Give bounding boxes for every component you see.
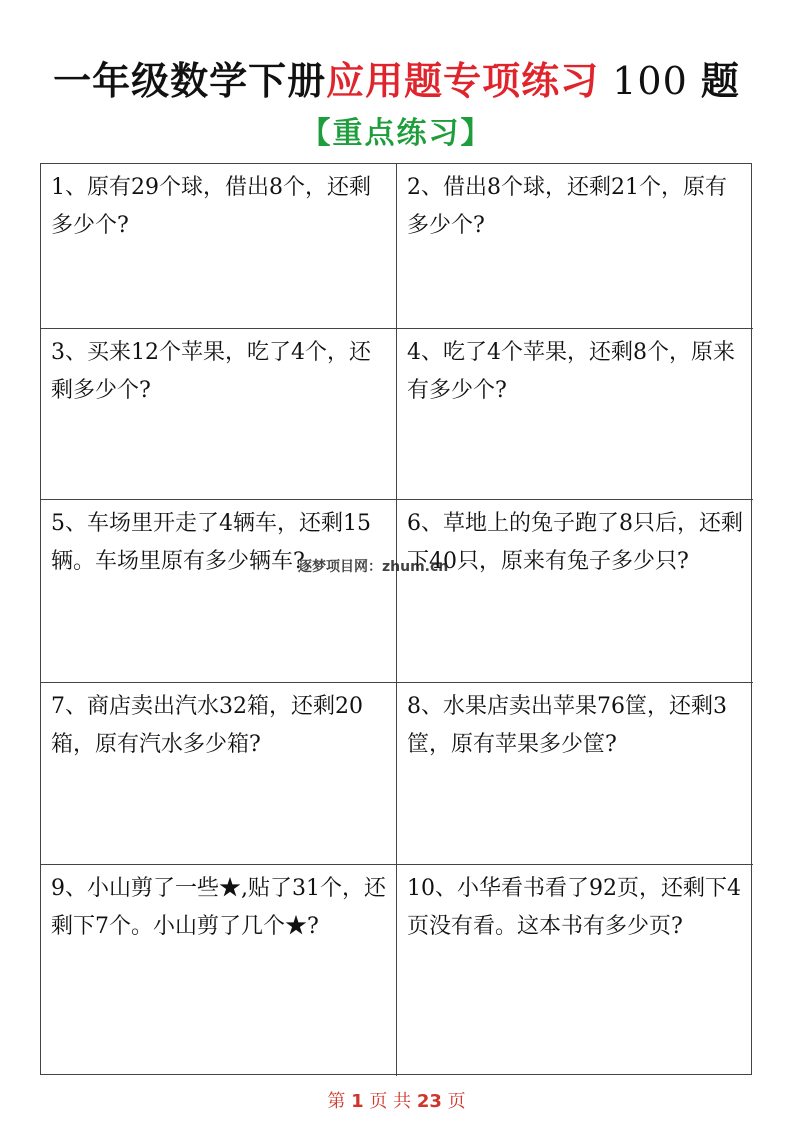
page-footer: [0, 1087, 793, 1113]
problem-cell: 4、吃了4个苹果，还剩8个，原来有多少个?: [397, 329, 753, 500]
problem-cell: 5、车场里开走了4辆车，还剩15辆。车场里原有多少辆车?: [41, 500, 397, 683]
problem-grid: [40, 163, 752, 1075]
problem-cell: 10、小华看书看了92页，还剩下4页没有看。这本书有多少页?: [407, 876, 741, 939]
problem-cell: 8、水果店卖出苹果76筐，还剩3筐，原有苹果多少筐?: [397, 683, 753, 865]
page-subtitle: 【重点练习】: [300, 116, 493, 151]
watermark-text: 逐梦项目网：zhum.cn: [298, 559, 449, 575]
title-count: 100: [599, 59, 701, 103]
footer-prefix: 第: [327, 1091, 352, 1112]
problem-cell: 6、草地上的兔子跑了8只后，还剩下40只，原来有兔子多少只?: [397, 500, 753, 683]
footer-middle: 页 共: [363, 1091, 417, 1112]
title-topic: 应用题专项练习: [326, 58, 600, 103]
title-grade: 一年级数学下册: [53, 58, 327, 103]
problem-cell: 7、商店卖出汽水32箱，还剩20箱，原有汽水多少箱?: [41, 683, 397, 865]
footer-suffix: 页: [441, 1091, 466, 1112]
footer-page-number: 1: [351, 1091, 364, 1112]
problem-cell: 9、小山剪了一些★,贴了31个，还剩下7个。小山剪了几个★?: [41, 865, 397, 1076]
problem-cell: 2、借出8个球，还剩21个，原有多少个?: [397, 164, 753, 329]
problem-cell: 3、买来12个苹果，吃了4个，还剩多少个?: [41, 329, 397, 500]
footer-total-pages: 23: [416, 1091, 442, 1112]
problem-cell: 1、原有29个球，借出8个，还剩多少个?: [41, 164, 397, 329]
page-title: [0, 56, 793, 106]
title-suffix: 题: [700, 58, 740, 103]
